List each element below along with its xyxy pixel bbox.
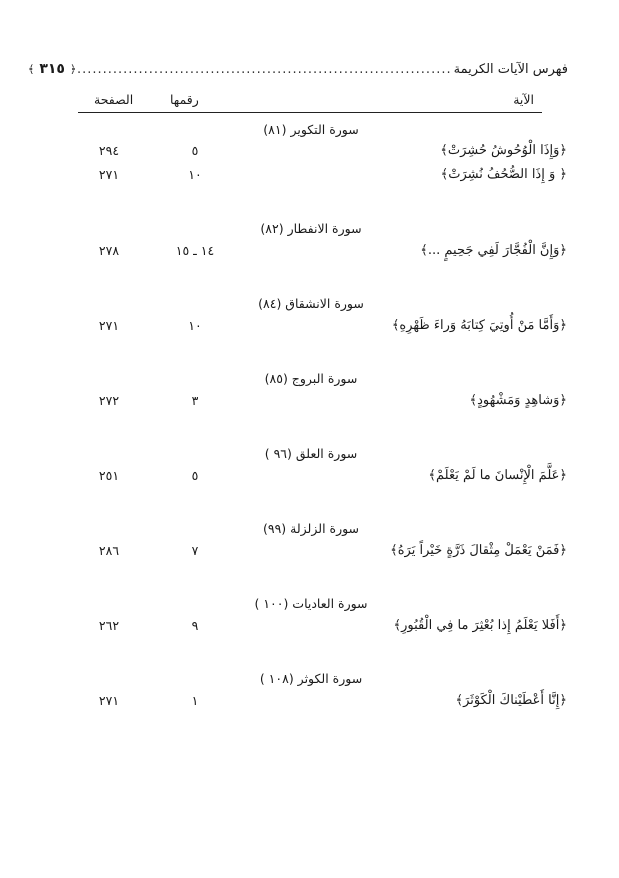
page-ref: ٢٥١ xyxy=(98,468,120,483)
table-row xyxy=(0,468,619,490)
surah-title: سورة الانشقاق (٨٤) xyxy=(258,296,364,311)
verse-number: ١٤ ـ ١٥ xyxy=(175,243,215,258)
surah-title: سورة العلق (٩٦ ) xyxy=(264,446,358,461)
verse-text: ﴿عَلَّمَ الْإِنْسانَ ما لَمْ يَعْلَمْ﴾ xyxy=(428,468,567,483)
verse-text: ﴿أَفَلا يَعْلَمُ إِذا بُعْثِرَ ما فِي الْقُبُورِ﴾ xyxy=(393,618,567,633)
table-row xyxy=(0,318,619,340)
ornament-left: ﴿ xyxy=(69,63,77,76)
table-row xyxy=(0,167,619,189)
verse-text: ﴿وَأَمَّا مَنْ أُوتِيَ كِتابَهُ وَراءَ ظَهْرِهِ﴾ xyxy=(391,318,567,333)
page-ref: ٢٧٨ xyxy=(98,243,120,258)
verse-text: ﴿وَإِنَّ الْفُجَّارَ لَفِي جَحِيمٍ ...﴾ xyxy=(420,243,567,258)
verse-text: ﴿ وَ إِذَا الصُّحُفُ نُشِرَتْ﴾ xyxy=(440,167,567,182)
page-ref: ٢٧١ xyxy=(98,693,120,708)
column-ayah: الآية xyxy=(513,92,534,107)
verse-text: ﴿وَإِذَا الْوُحُوشُ حُشِرَتْ﴾ xyxy=(440,143,567,158)
table-row xyxy=(0,693,619,715)
table-row xyxy=(0,393,619,415)
verse-number: ١٠ xyxy=(188,318,202,333)
surah-title: سورة العاديات (١٠٠ ) xyxy=(254,596,368,611)
surah-title: سورة الكوثر (١٠٨ ) xyxy=(259,671,363,686)
page-ref: ٢٦٢ xyxy=(98,618,120,633)
verse-number: ٩ xyxy=(191,618,199,633)
ornament-right: ﴾ xyxy=(28,63,35,76)
verse-text: ﴿إِنَّا أَعْطَيْناكَ الْكَوْثَرَ﴾ xyxy=(455,693,567,708)
verse-text: ﴿وَشاهِدٍ وَمَشْهُودٍ﴾ xyxy=(469,393,567,408)
surah-title: سورة الزلزلة (٩٩) xyxy=(262,521,360,536)
surah-title: سورة البروج (٨٥) xyxy=(264,371,358,386)
page-number: ٣١٥ xyxy=(39,61,65,77)
column-number: رقمها xyxy=(170,92,199,107)
verse-number: ٧ xyxy=(191,543,199,558)
page-ref: ٢٧٢ xyxy=(98,393,120,408)
page-ref: ٢٧١ xyxy=(98,318,120,333)
surah-title: سورة التكوير (٨١) xyxy=(263,122,359,137)
column-page: الصفحة xyxy=(94,92,134,107)
page-ref: ٢٨٦ xyxy=(98,543,120,558)
surah-title: سورة الانفطار (٨٢) xyxy=(260,221,362,236)
page-ref: ٢٩٤ xyxy=(98,143,120,158)
verse-number: ٥ xyxy=(191,468,199,483)
page-ref: ٢٧١ xyxy=(98,167,120,182)
table-row xyxy=(0,243,619,265)
table-row xyxy=(0,618,619,640)
table-row xyxy=(0,143,619,165)
header-title: فهرس الآيات الكريمة xyxy=(453,61,568,77)
verse-text: ﴿فَمَنْ يَعْمَلْ مِثْقالَ ذَرَّةٍ خَيْراً يَرَهُ﴾ xyxy=(390,543,567,558)
table-row xyxy=(0,543,619,565)
verse-number: ٥ xyxy=(191,143,199,158)
verse-number: ١ xyxy=(191,693,199,708)
verse-number: ٣ xyxy=(191,393,199,408)
verse-number: ١٠ xyxy=(188,167,202,182)
